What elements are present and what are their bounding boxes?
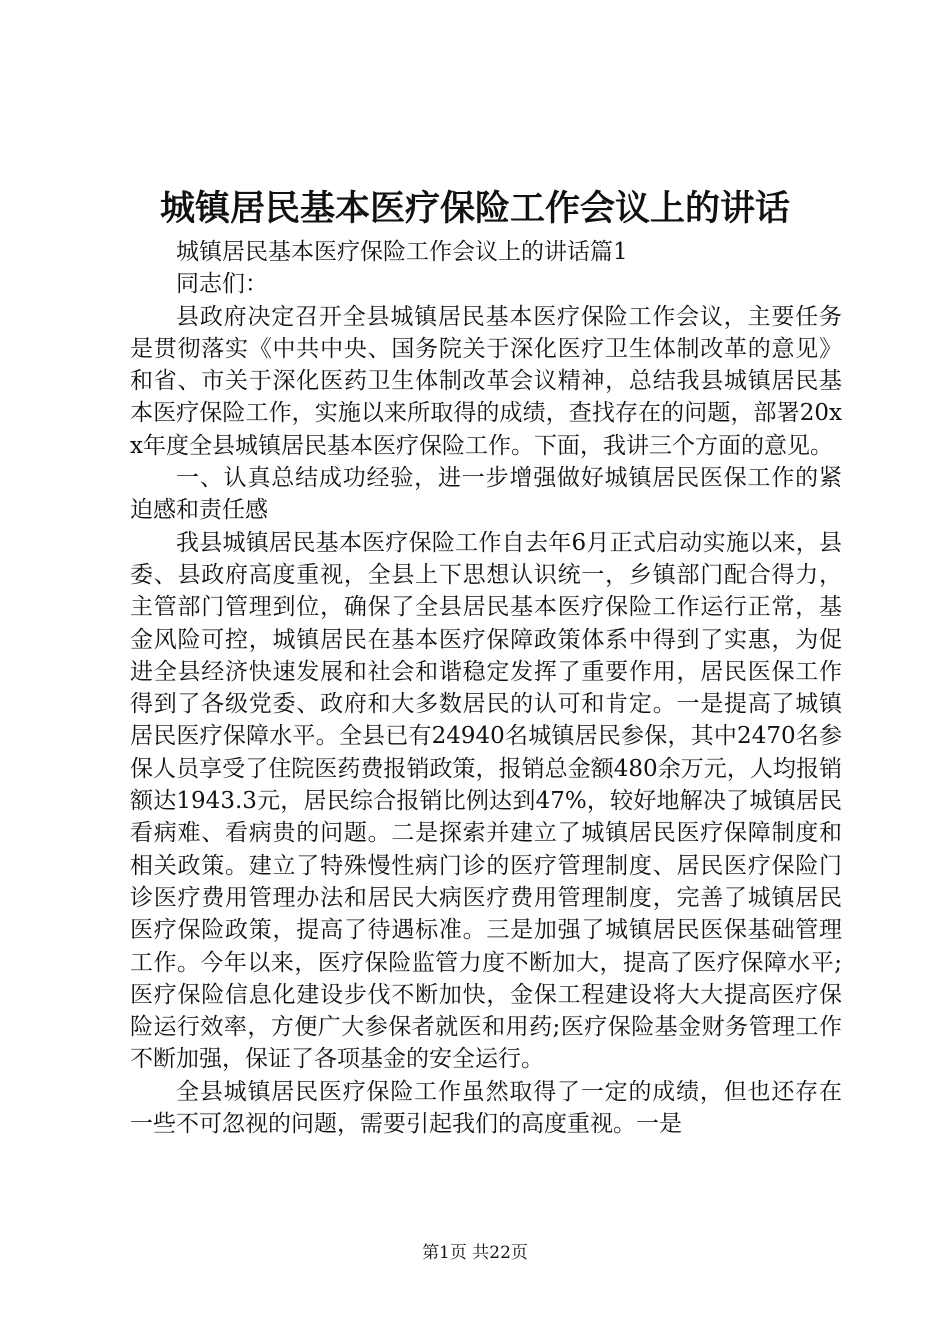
section-heading: 城镇居民基本医疗保险工作会议上的讲话篇1 xyxy=(176,239,628,265)
paragraph: 一、认真总结成功经验，进一步增强做好城镇居民医保工作的紧迫感和责任感 xyxy=(130,465,842,524)
salutation: 同志们： xyxy=(176,271,268,298)
paragraph: 县政府决定召开全县城镇居民基本医疗保险工作会议，主要任务是贯彻落实《中共中央、国务院关于深化医疗卫生体制改革的意见》和省、市关于深化医药卫生体制改革会议精神，总结我县城镇居民基本医疗保险工作，实施以来所取得的成绩，查找存在的问题，部署20xx年度全县城镇居民基本医疗保险工作。下面，我讲三个方面的意见。 xyxy=(130,303,842,459)
paragraph: 全县城镇居民医疗保险工作虽然取得了一定的成绩，但也还存在一些不可忽视的问题，需要引起我们的高度重视。一是 xyxy=(130,1078,842,1138)
document-title: 城镇居民基本医疗保险工作会议上的讲话 xyxy=(159,189,790,229)
paragraph: 我县城镇居民基本医疗保险工作自去年6月正式启动实施以来，县委、县政府高度重视，全县上下思想认识统一，乡镇部门配合得力，主管部门管理到位，确保了全县居民基本医疗保险工作运行正常，基金风险可控，城镇居民在基本医疗保障政策体系中得到了实惠，为促进全县经济快速发展和社会和谐稳定发挥了重要作用，居民医保工作得到了各级党委、政府和大多数居民的认可和肯定。一是提高了城镇居民医疗保障水平。全县已有24940名城镇居民参保，其中2470名参保人员享受了住院医药费报销政策，报销总金额480余万元，人均报销额达1943.3元，居民综合报销比例达到47%，较好地解决了城镇居民看病难、看病贵的问题。二是探索并建立了城镇居民医疗保障制度和相关政策。建立了特殊慢性病门诊的医疗管理制度、居民医疗保险门诊医疗费用管理办法和居民大病医疗费用管理制度，完善了城镇居民医疗保险政策，提高了待遇标准。三是加强了城镇居民医保基础管理工作。今年以来，医疗保险监管力度不断加大，提高了医疗保障水平;医疗保险信息化建设步伐不断加快，金保工程建设将大大提高医疗保险运行效率，方便广大参保者就医和用药;医疗保险基金财务管理工作不断加强，保证了各项基金的安全运行。 xyxy=(130,529,842,1073)
document-body xyxy=(130,236,842,1140)
page-footer: 第1页 共22页 xyxy=(422,1243,528,1263)
